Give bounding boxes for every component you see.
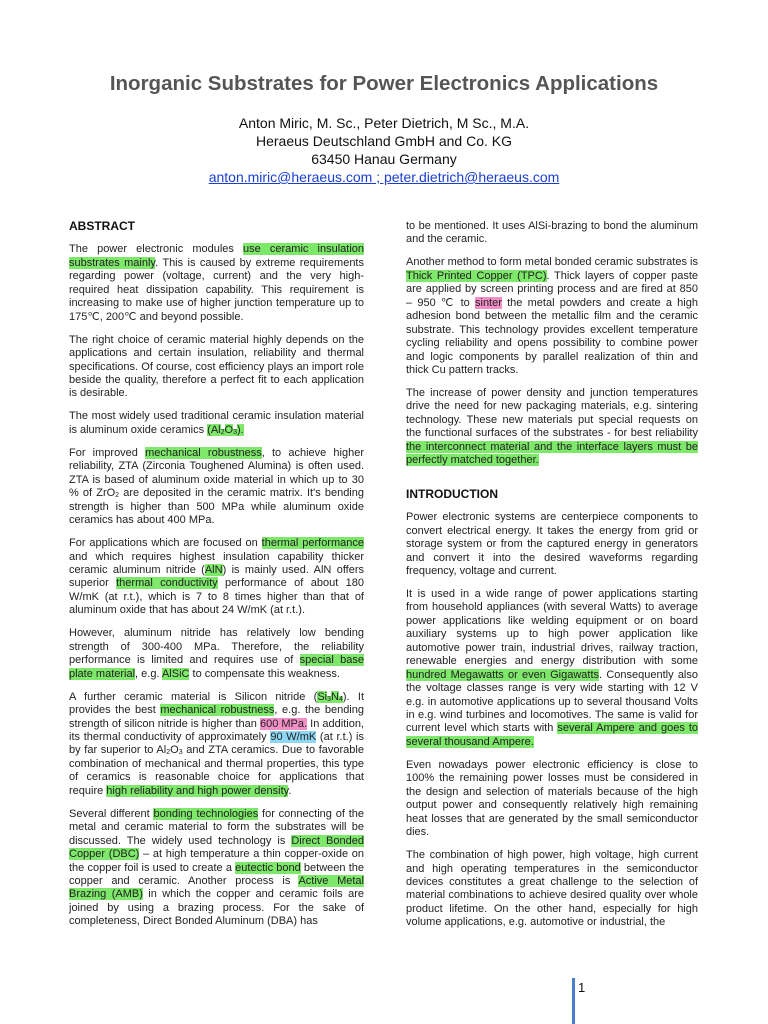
text-run: A further ceramic material is Silicon nitride ( xyxy=(69,690,318,703)
paper-title: Inorganic Substrates for Power Electronics Applications xyxy=(109,72,659,95)
text-run: However, aluminum nitride has relatively low bending strength of 300-400 MPa. Therefore, the reliability performance is limited and requires use of xyxy=(69,627,364,667)
text-run: . Consequently also the voltage classes range is very wide starting with 12 V e.g. in automotive applications up to several thousand Volts in e.g. wind turbines and locomotives. The same is valid for current level which starts with xyxy=(406,668,698,735)
text-run: ). It provides the best xyxy=(69,690,365,717)
text-run: are deposited in the ceramic matrix. It's bending strength is higher than 500 MPa while aluminum oxide ceramics has about 400 MPa. xyxy=(69,487,364,527)
text-run: to compensate this weakness. xyxy=(189,667,340,680)
highlighted-text: AlN xyxy=(204,563,223,576)
highlighted-text: 600 MPa. xyxy=(259,717,308,730)
text-run: For applications which are focused on xyxy=(69,537,262,550)
highlighted-text: Direct Bonded Copper (DBC) xyxy=(69,834,364,861)
text-run: performance of about 180 W/mK (at r.t.), which is 7 to 8 times higher than that of aluminum oxide that has about 24 W/mK (at r.t.). xyxy=(69,577,365,617)
text-run: ) is mainly used. AlN offers superior xyxy=(69,563,365,590)
left-column xyxy=(69,220,364,938)
paragraph xyxy=(69,537,364,618)
paragraph xyxy=(406,220,698,247)
text-run: The right choice of ceramic material highly depends on the applications and certain insulation, reliability and thermal specifications. Of course, cost efficiency plays an import role beside the quality, therefore a perfect fit to each application is desirable. xyxy=(69,333,364,400)
highlighted-text: bonding technologies xyxy=(153,807,259,820)
text-run: 3 xyxy=(178,749,183,757)
paragraph xyxy=(406,256,698,377)
text-run: . This is caused by extreme requirements regarding power (voltage, current) and the very high-required heat dissipation capability. This requirement is increasing to make use of higher junction temperature up to 175℃, 200℃ and beyond possible. xyxy=(69,256,364,323)
text-run: , to achieve higher reliability, ZTA (Zirconia Toughened Alumina) is often used. ZTA is based of aluminum oxide material in which up to 30 % of ZrO xyxy=(69,446,365,500)
text-run: The power electronic modules xyxy=(69,243,244,256)
abstract-heading: ABSTRACT xyxy=(69,219,135,233)
highlighted-text: 4 xyxy=(338,695,343,703)
highlighted-text: 3 xyxy=(233,428,237,436)
author-emails-link[interactable]: anton.miric@heraeus.com ; peter.dietrich@heraeus.com xyxy=(208,169,560,185)
paragraph xyxy=(69,808,364,929)
highlighted-text: mechanical robustness xyxy=(160,704,275,717)
text-run: (at r.t.) is by far superior to Al xyxy=(69,730,364,757)
page-number: 1 xyxy=(578,980,586,995)
text-run: . xyxy=(288,784,292,797)
text-run: O xyxy=(170,744,179,757)
introduction-heading: INTRODUCTION xyxy=(406,486,498,501)
text-run: 2 xyxy=(166,749,171,757)
paragraph xyxy=(69,447,364,528)
text-run: Even nowadays power electronic efficiency is close to 100% the remaining power losses must be considered in the design and selection of materials because of the high output power and consequently relatively high remaining heat losses that are generated by the small semiconductor dies. xyxy=(406,758,698,839)
paragraph xyxy=(69,627,364,681)
text-run: – at high temperature a thin copper-oxide on the copper foil is used to create a xyxy=(69,848,364,874)
abstract-continued xyxy=(406,220,698,468)
text-run: to be mentioned. It uses AlSi-brazing to bond the aluminum and the ceramic. xyxy=(406,220,698,246)
highlighted-text: the interconnect material and the interface layers must be perfectly matched together. xyxy=(406,440,698,467)
highlighted-text: high reliability and high power density xyxy=(106,784,289,797)
highlighted-text: use ceramic insulation substrates mainly xyxy=(69,243,364,269)
highlighted-text: Thick Printed Copper (TPC) xyxy=(406,269,547,282)
highlighted-text: thermal conductivity xyxy=(116,577,218,590)
paragraph xyxy=(69,334,364,401)
text-run: in which the copper and ceramic foils are joined by using a brazing process. For the sake of completeness, Direct Bonded Aluminum (DBA) has xyxy=(69,888,364,928)
author-company: Heraeus Deutschland GmbH and Co. KG xyxy=(255,133,512,149)
right-column xyxy=(406,220,698,939)
text-run: , e.g. the bending strength of silicon nitride is higher than xyxy=(69,704,364,730)
highlighted-text: special base plate material xyxy=(69,654,364,680)
paragraph xyxy=(406,759,698,840)
paragraph xyxy=(69,691,364,799)
highlighted-text: (Al xyxy=(207,423,221,436)
highlighted-text: Active Metal Brazing (AMB) xyxy=(69,874,364,901)
highlighted-text: ). xyxy=(236,423,244,436)
highlighted-text: 90 W/mK xyxy=(270,730,317,743)
highlighted-text: thermal performance xyxy=(261,537,364,550)
paragraph xyxy=(406,387,698,468)
text-run: Several different xyxy=(69,807,154,820)
highlighted-text: hundred Megawatts or even Gigawatts xyxy=(406,668,600,681)
text-run: , e.g. xyxy=(135,667,162,680)
paragraph xyxy=(69,243,364,324)
highlighted-text: mechanical robustness xyxy=(145,446,262,459)
paragraph xyxy=(406,511,698,578)
paragraph xyxy=(406,849,698,930)
highlighted-text: 3 xyxy=(327,695,331,703)
text-run: . Thick layers of copper paste are applied by screen printing process and are fired at 850 – 950 ℃ to xyxy=(406,269,698,309)
highlighted-text: AlSiC xyxy=(161,667,190,680)
paragraph xyxy=(406,588,698,749)
text-run: The increase of power density and junction temperatures drive the need for new packaging materials, e.g. sintering technology. These new materials put special requests on the functional surfaces of the substrates - for best reliability xyxy=(406,386,698,440)
text-run: It is used in a wide range of power applications starting from household appliances (with several Watts) to average power applications like welding equipment or on board auxiliary systems up to high power application like automotive power train, industrial drives, railway traction, renewable energies and energy distribution with some xyxy=(406,587,698,668)
text-run: 2 xyxy=(115,492,120,500)
highlighted-text: O xyxy=(224,423,234,436)
paragraph xyxy=(69,410,364,437)
abstract-body xyxy=(69,243,364,928)
text-run: and which requires highest insulation capability thicker ceramic aluminum nitride ( xyxy=(69,550,364,576)
text-run: Power electronic systems are centerpiece components to convert electrical energy. It takes the energy from grid or storage system or from the captured energy in generators and convert it into the desired waveforms regarding frequency, voltage and current. xyxy=(406,511,698,577)
author-address: 63450 Hanau Germany xyxy=(311,151,457,167)
author-block xyxy=(0,114,768,186)
text-run: For improved xyxy=(69,446,146,459)
author-names: Anton Miric, M. Sc., Peter Dietrich, M Sc., M.A. xyxy=(238,115,530,131)
highlighted-text: eutectic bond xyxy=(235,861,301,874)
text-run: The most widely used traditional ceramic insulation material is aluminum oxide ceramics xyxy=(69,410,364,436)
text-run: for connecting of the metal and ceramic material to form the substrates will be discussed. The widely used technology is xyxy=(69,807,364,847)
highlighted-text: several Ampere and goes to several thousand Ampere. xyxy=(406,722,698,748)
highlighted-text: Si xyxy=(317,690,328,703)
text-run: Another method to form metal bonded ceramic substrates is xyxy=(406,256,698,269)
text-run: The combination of high power, high voltage, high current and high operating temperatures in the semiconductor devices constitutes a great challenge to the selection of material combinations to achieve desired quality over whole product lifetime. On the other hand, especially for high volume applications, e.g. automotive or industrial, the xyxy=(406,849,698,929)
text-run: In addition, its thermal conductivity of approximately xyxy=(69,717,364,743)
highlighted-text: 2 xyxy=(220,428,225,436)
highlighted-text: N xyxy=(331,690,339,703)
text-run: and ZTA ceramics. Due to favorable combination of mechanical and thermal properties, this type of ceramics is reasonable choice for applications that require xyxy=(69,744,364,797)
page-number-bar xyxy=(572,978,575,1024)
highlighted-text: sinter xyxy=(475,296,502,309)
text-run: between the copper and ceramic. Another process is xyxy=(69,861,364,887)
text-run: the metal powders and create a high adhesion bond between the metallic film and the ceramic substrate. This technology provides excellent temperature cycling reliability and opens possibility to combine power and logic components by parallel realization of thin and thick Cu pattern tracks. xyxy=(406,296,698,377)
introduction-body xyxy=(406,511,698,930)
